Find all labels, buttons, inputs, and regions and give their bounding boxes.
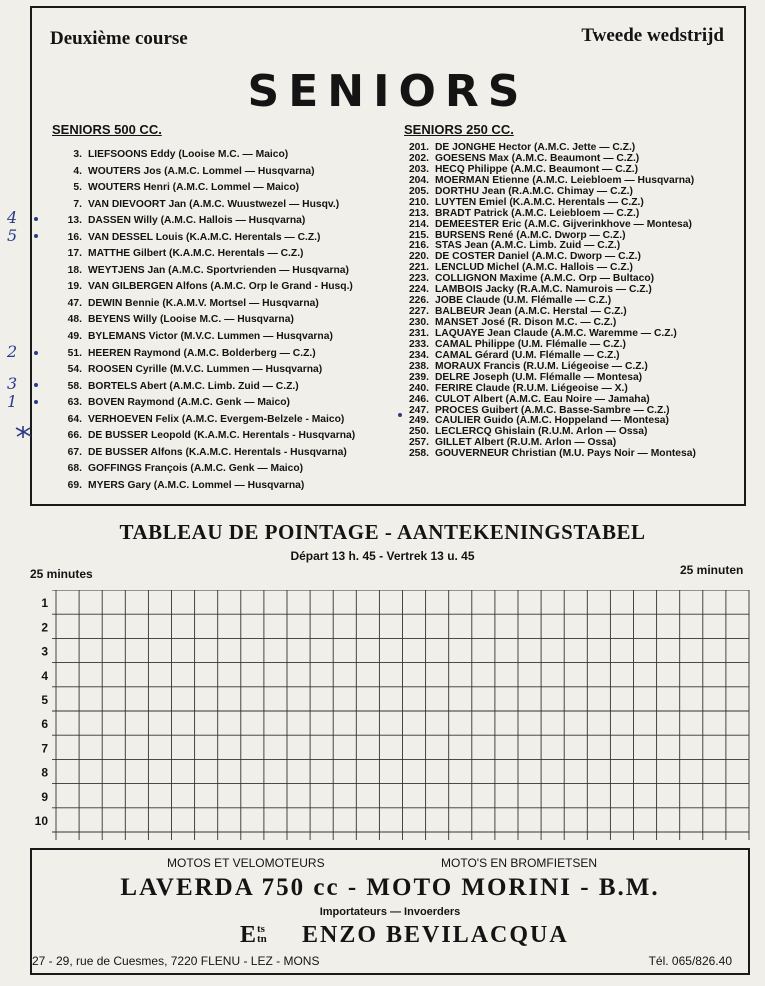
- page-title: SENIORS: [247, 66, 529, 117]
- ad-brands: LAVERDA 750 cc - MOTO MORINI - B.M.: [120, 874, 660, 901]
- handwritten-mark: 4: [7, 208, 18, 227]
- pen-dot: [34, 351, 38, 355]
- handwritten-mark: 1: [7, 392, 18, 411]
- entry-row: [52, 362, 392, 379]
- entry-rider: DEMEESTER Eric (A.M.C. Gijverinkhove — Montesa): [435, 218, 692, 230]
- entry-rider: STAS Jean (A.M.C. Limb. Zuid — C.Z.): [435, 240, 621, 252]
- entry-number: 5.: [73, 182, 82, 194]
- advertisement: [30, 848, 750, 975]
- entry-rider: CAMAL Gérard (U.M. Flémalle — C.Z.): [435, 349, 620, 361]
- entry-number: 227.: [408, 306, 429, 318]
- entry-row: [52, 164, 392, 181]
- handwritten-mark: 2: [7, 342, 18, 361]
- duration-label-nl: 25 minuten: [680, 563, 744, 577]
- ad-line-nl: MOTO'S EN BROMFIETSEN: [441, 856, 598, 870]
- entry-rider: DEWIN Bennie (K.A.M.V. Mortsel — Husqvarna): [88, 297, 319, 309]
- entry-number: 213.: [408, 207, 429, 219]
- entry-rider: HECQ Philippe (A.M.C. Beaumont — C.Z.): [435, 163, 639, 175]
- pen-dot: [34, 217, 38, 221]
- duration-label-fr: 25 minutes: [30, 567, 93, 581]
- seniors-250-column: [404, 122, 744, 460]
- entry-number: 63.: [67, 397, 82, 409]
- ad-ets-top: ts: [257, 923, 265, 935]
- column-heading-250: SENIORS 250 CC.: [404, 122, 514, 137]
- pen-dot: [34, 234, 38, 238]
- entry-rider: WOUTERS Henri (A.M.C. Lommel — Maico): [88, 182, 300, 194]
- entry-row: [404, 373, 744, 384]
- entry-row: [52, 312, 392, 329]
- entry-rider: CULOT Albert (A.M.C. Eau Noire — Jamaha): [435, 393, 650, 405]
- entry-number: 18.: [67, 264, 82, 276]
- entry-list-250: [404, 143, 744, 460]
- entry-rider: BEYENS Willy (Looise M.C. — Husqvarna): [88, 314, 294, 326]
- pen-dot: [34, 383, 38, 387]
- entry-number: 203.: [408, 163, 429, 175]
- lap-row-label: 5: [41, 693, 48, 707]
- entry-rider: MANSET José (R. Dison M.C. — C.Z.): [435, 317, 617, 328]
- entry-number: 224.: [408, 284, 429, 296]
- entry-list-500: [52, 147, 392, 494]
- entry-number: 226.: [408, 295, 429, 307]
- tally-title: TABLEAU DE POINTAGE - AANTEKENINGSTABEL: [119, 520, 646, 544]
- ad-address: 27 - 29, rue de Cuesmes, 7220 FLENU - LEZ - MONS: [32, 954, 320, 968]
- lap-row-label: 2: [41, 620, 48, 635]
- entry-rider: LENCLUD Michel (A.M.C. Hallois — C.Z.): [435, 262, 633, 274]
- entry-row: [52, 478, 392, 495]
- entry-number: 13.: [67, 215, 82, 227]
- entry-rider: BURSENS René (A.M.C. Dworp — C.Z.): [435, 229, 626, 241]
- entry-number: 49.: [67, 331, 82, 343]
- entry-rider: LIEFSOONS Eddy (Looise M.C. — Maico): [88, 149, 289, 160]
- entry-rider: ROOSEN Cyrille (M.V.C. Lummen — Husqvarna): [88, 364, 323, 376]
- entry-number: 215.: [408, 229, 429, 241]
- seniors-500-column: [52, 122, 392, 494]
- entry-row: [404, 220, 744, 231]
- entry-row: [52, 329, 392, 346]
- star-mark-icon: [14, 425, 34, 439]
- entry-rider: MOERMAN Etienne (A.M.C. Leiebloem — Husqvarna): [435, 174, 695, 186]
- entry-number: 58.: [67, 380, 82, 392]
- entry-number: 246.: [408, 393, 429, 405]
- entry-number: 48.: [67, 314, 82, 326]
- entry-rider: VERHOEVEN Felix (A.M.C. Evergem-Belzele - Maico): [88, 413, 345, 425]
- entry-rider: BRADT Patrick (A.M.C. Leiebloem — C.Z.): [435, 207, 640, 219]
- entry-number: 66.: [67, 430, 82, 442]
- lap-row-label: 10: [34, 814, 48, 828]
- entry-rider: DE BUSSER Leopold (K.A.M.C. Herentals - Husqvarna): [88, 430, 356, 442]
- entry-number: 249.: [408, 415, 429, 427]
- race-entries-box: [30, 6, 746, 506]
- entry-number: 69.: [67, 479, 82, 491]
- entry-number: 231.: [408, 327, 429, 339]
- entry-number: 234.: [408, 349, 429, 361]
- entry-row: [52, 296, 392, 313]
- entry-number: 204.: [408, 174, 429, 186]
- entry-rider: HEEREN Raymond (A.M.C. Bolderberg — C.Z.): [88, 347, 316, 359]
- entry-row: [404, 209, 744, 220]
- ad-ets-letter: E: [240, 922, 257, 948]
- entry-rider: CAMAL Philippe (U.M. Flémalle — C.Z.): [435, 338, 626, 350]
- lap-row-label: 8: [41, 765, 48, 780]
- column-heading-500: SENIORS 500 CC.: [52, 122, 162, 137]
- entry-rider: BORTELS Abert (A.M.C. Limb. Zuid — C.Z.): [88, 380, 299, 392]
- handwritten-mark: 3: [7, 374, 18, 393]
- lap-row-label: 9: [41, 789, 48, 804]
- race-label-nl: Tweede wedstrijd: [581, 25, 724, 46]
- ad-ets-stack: [257, 924, 267, 944]
- entry-row: [52, 263, 392, 280]
- ad-line-fr: MOTOS ET VELOMOTEURS: [167, 856, 325, 870]
- entry-rider: PROCES Guibert (A.M.C. Basse-Sambre — C.Z.): [435, 404, 670, 416]
- entry-rider: LECLERCQ Ghislain (R.U.M. Arlon — Ossa): [435, 426, 648, 438]
- entry-number: 221.: [408, 262, 429, 274]
- entry-number: 220.: [408, 251, 429, 263]
- entry-number: 247.: [408, 404, 429, 416]
- entry-number: 258.: [408, 448, 429, 460]
- entry-number: 16.: [67, 231, 82, 243]
- entry-rider: GOESENS Max (A.M.C. Beaumont — C.Z.): [435, 152, 640, 164]
- entry-number: 47.: [67, 297, 82, 309]
- entry-number: 68.: [67, 463, 82, 475]
- entry-rider: JOBE Claude (U.M. Flémalle — C.Z.): [435, 295, 612, 307]
- entry-number: 202.: [408, 152, 429, 164]
- entry-rider: WEYTJENS Jan (A.M.C. Sportvrienden — Husqvarna): [88, 264, 349, 276]
- entry-rider: WOUTERS Jos (A.M.C. Lommel — Husqvarna): [88, 165, 315, 177]
- entry-rider: GILLET Albert (R.U.M. Arlon — Ossa): [435, 437, 617, 449]
- entry-rider: VAN DIEVOORT Jan (A.M.C. Wuustwezel — Husqv.): [88, 198, 340, 210]
- pen-dot: [34, 400, 38, 404]
- ad-company: ENZO BEVILACQUA: [302, 922, 569, 948]
- entry-row: [52, 230, 392, 247]
- entry-row: [52, 395, 392, 412]
- entry-number: 210.: [408, 196, 429, 208]
- entry-row: [52, 379, 392, 396]
- entry-rider: BOVEN Raymond (A.M.C. Genk — Maico): [88, 397, 290, 409]
- entry-rider: DE BUSSER Alfons (K.A.M.C. Herentals - Husqvarna): [88, 446, 347, 458]
- lap-row-label: 1: [41, 596, 48, 611]
- entry-row: [52, 428, 392, 445]
- entry-number: 216.: [408, 240, 429, 252]
- ad-ets: [240, 922, 267, 949]
- handwritten-mark: 5: [7, 226, 18, 245]
- entry-row: [404, 395, 744, 406]
- entry-number: 17.: [67, 248, 82, 260]
- entry-number: 257.: [408, 437, 429, 449]
- lap-row-label: 6: [41, 717, 48, 732]
- race-label-fr: Deuxième course: [50, 28, 188, 49]
- entry-rider: VAN GILBERGEN Alfons (A.M.C. Orp le Grand - Husq.): [88, 281, 353, 293]
- entry-rider: VAN DESSEL Louis (K.A.M.C. Herentals — C.Z.): [88, 231, 321, 243]
- ad-ets-bottom: tn: [257, 933, 267, 945]
- entry-row: [52, 412, 392, 429]
- lap-row-label: 4: [41, 668, 48, 683]
- entry-number: 250.: [408, 426, 429, 438]
- entry-number: 4.: [73, 165, 82, 177]
- entry-number: 238.: [408, 360, 429, 372]
- entry-rider: DASSEN Willy (A.M.C. Hallois — Husqvarna): [88, 215, 306, 227]
- entry-number: 223.: [408, 273, 429, 285]
- entry-rider: COLLIGNON Maxime (A.M.C. Orp — Bultaco): [435, 273, 655, 285]
- pen-dot: [398, 413, 402, 417]
- ad-importers: Importateurs — Invoerders: [319, 906, 461, 918]
- entry-rider: MATTHE Gilbert (K.A.M.C. Herentals — C.Z.): [88, 248, 304, 260]
- entry-row: [52, 197, 392, 214]
- entry-rider: LAQUAYE Jean Claude (A.M.C. Waremme — C.Z.): [435, 327, 677, 339]
- entry-rider: DELRE Joseph (U.M. Flémalle — Montesa): [435, 371, 643, 383]
- entry-rider: LUYTEN Emiel (K.A.M.C. Herentals — C.Z.): [435, 196, 644, 208]
- entry-rider: LAMBOIS Jacky (R.A.M.C. Namurois — C.Z.): [435, 284, 652, 296]
- entry-number: 201.: [408, 142, 429, 153]
- ad-phone: Tél. 065/826.40: [648, 954, 732, 968]
- entry-number: 205.: [408, 185, 429, 197]
- entry-row: [52, 279, 392, 296]
- entry-row: [52, 445, 392, 462]
- entry-row: [404, 198, 744, 209]
- entry-rider: BYLEMANS Victor (M.V.C. Lummen — Husqvarna): [88, 331, 333, 343]
- entry-rider: GOUVERNEUR Christian (M.U. Pays Noir — Montesa): [435, 448, 696, 460]
- entry-number: 7.: [73, 198, 82, 210]
- entry-number: 19.: [67, 281, 82, 293]
- tally-grid: [26, 590, 756, 840]
- entry-number: 51.: [67, 347, 82, 359]
- entry-rider: DORTHU Jean (R.A.M.C. Chimay — C.Z.): [435, 185, 633, 197]
- entry-rider: FERIRE Claude (R.U.M. Liégeoise — X.): [435, 382, 628, 394]
- entry-row: [52, 147, 392, 164]
- entry-number: 214.: [408, 218, 429, 230]
- entry-number: 3.: [73, 149, 82, 160]
- entry-rider: BALBEUR Jean (A.M.C. Herstal — C.Z.): [435, 306, 627, 318]
- entry-number: 240.: [408, 382, 429, 394]
- entry-number: 233.: [408, 338, 429, 350]
- entry-rider: MYERS Gary (A.M.C. Lommel — Husqvarna): [88, 479, 305, 491]
- entry-number: 239.: [408, 371, 429, 383]
- entry-number: 230.: [408, 317, 429, 328]
- entry-number: 54.: [67, 364, 82, 376]
- entry-rider: DE JONGHE Hector (A.M.C. Jette — C.Z.): [435, 142, 636, 153]
- entry-rider: GOFFINGS François (A.M.C. Genk — Maico): [88, 463, 304, 475]
- entry-row: [52, 213, 392, 230]
- entry-row: [52, 180, 392, 197]
- entry-rider: MORAUX Francis (R.U.M. Liégeoise — C.Z.): [435, 360, 648, 372]
- entry-rider: DE COSTER Daniel (A.M.C. Dworp — C.Z.): [435, 251, 641, 263]
- entry-number: 64.: [67, 413, 82, 425]
- entry-row: [404, 449, 744, 460]
- entry-row: [52, 461, 392, 478]
- entry-row: [52, 246, 392, 263]
- tally-start-time: Départ 13 h. 45 - Vertrek 13 u. 45: [290, 549, 475, 563]
- lap-row-label: 7: [41, 741, 48, 756]
- entry-row: [404, 384, 744, 395]
- entry-number: 67.: [67, 446, 82, 458]
- lap-row-label: 3: [41, 644, 48, 659]
- entry-row: [52, 346, 392, 363]
- entry-rider: CAULIER Guido (A.M.C. Hoppeland — Montesa): [435, 415, 669, 427]
